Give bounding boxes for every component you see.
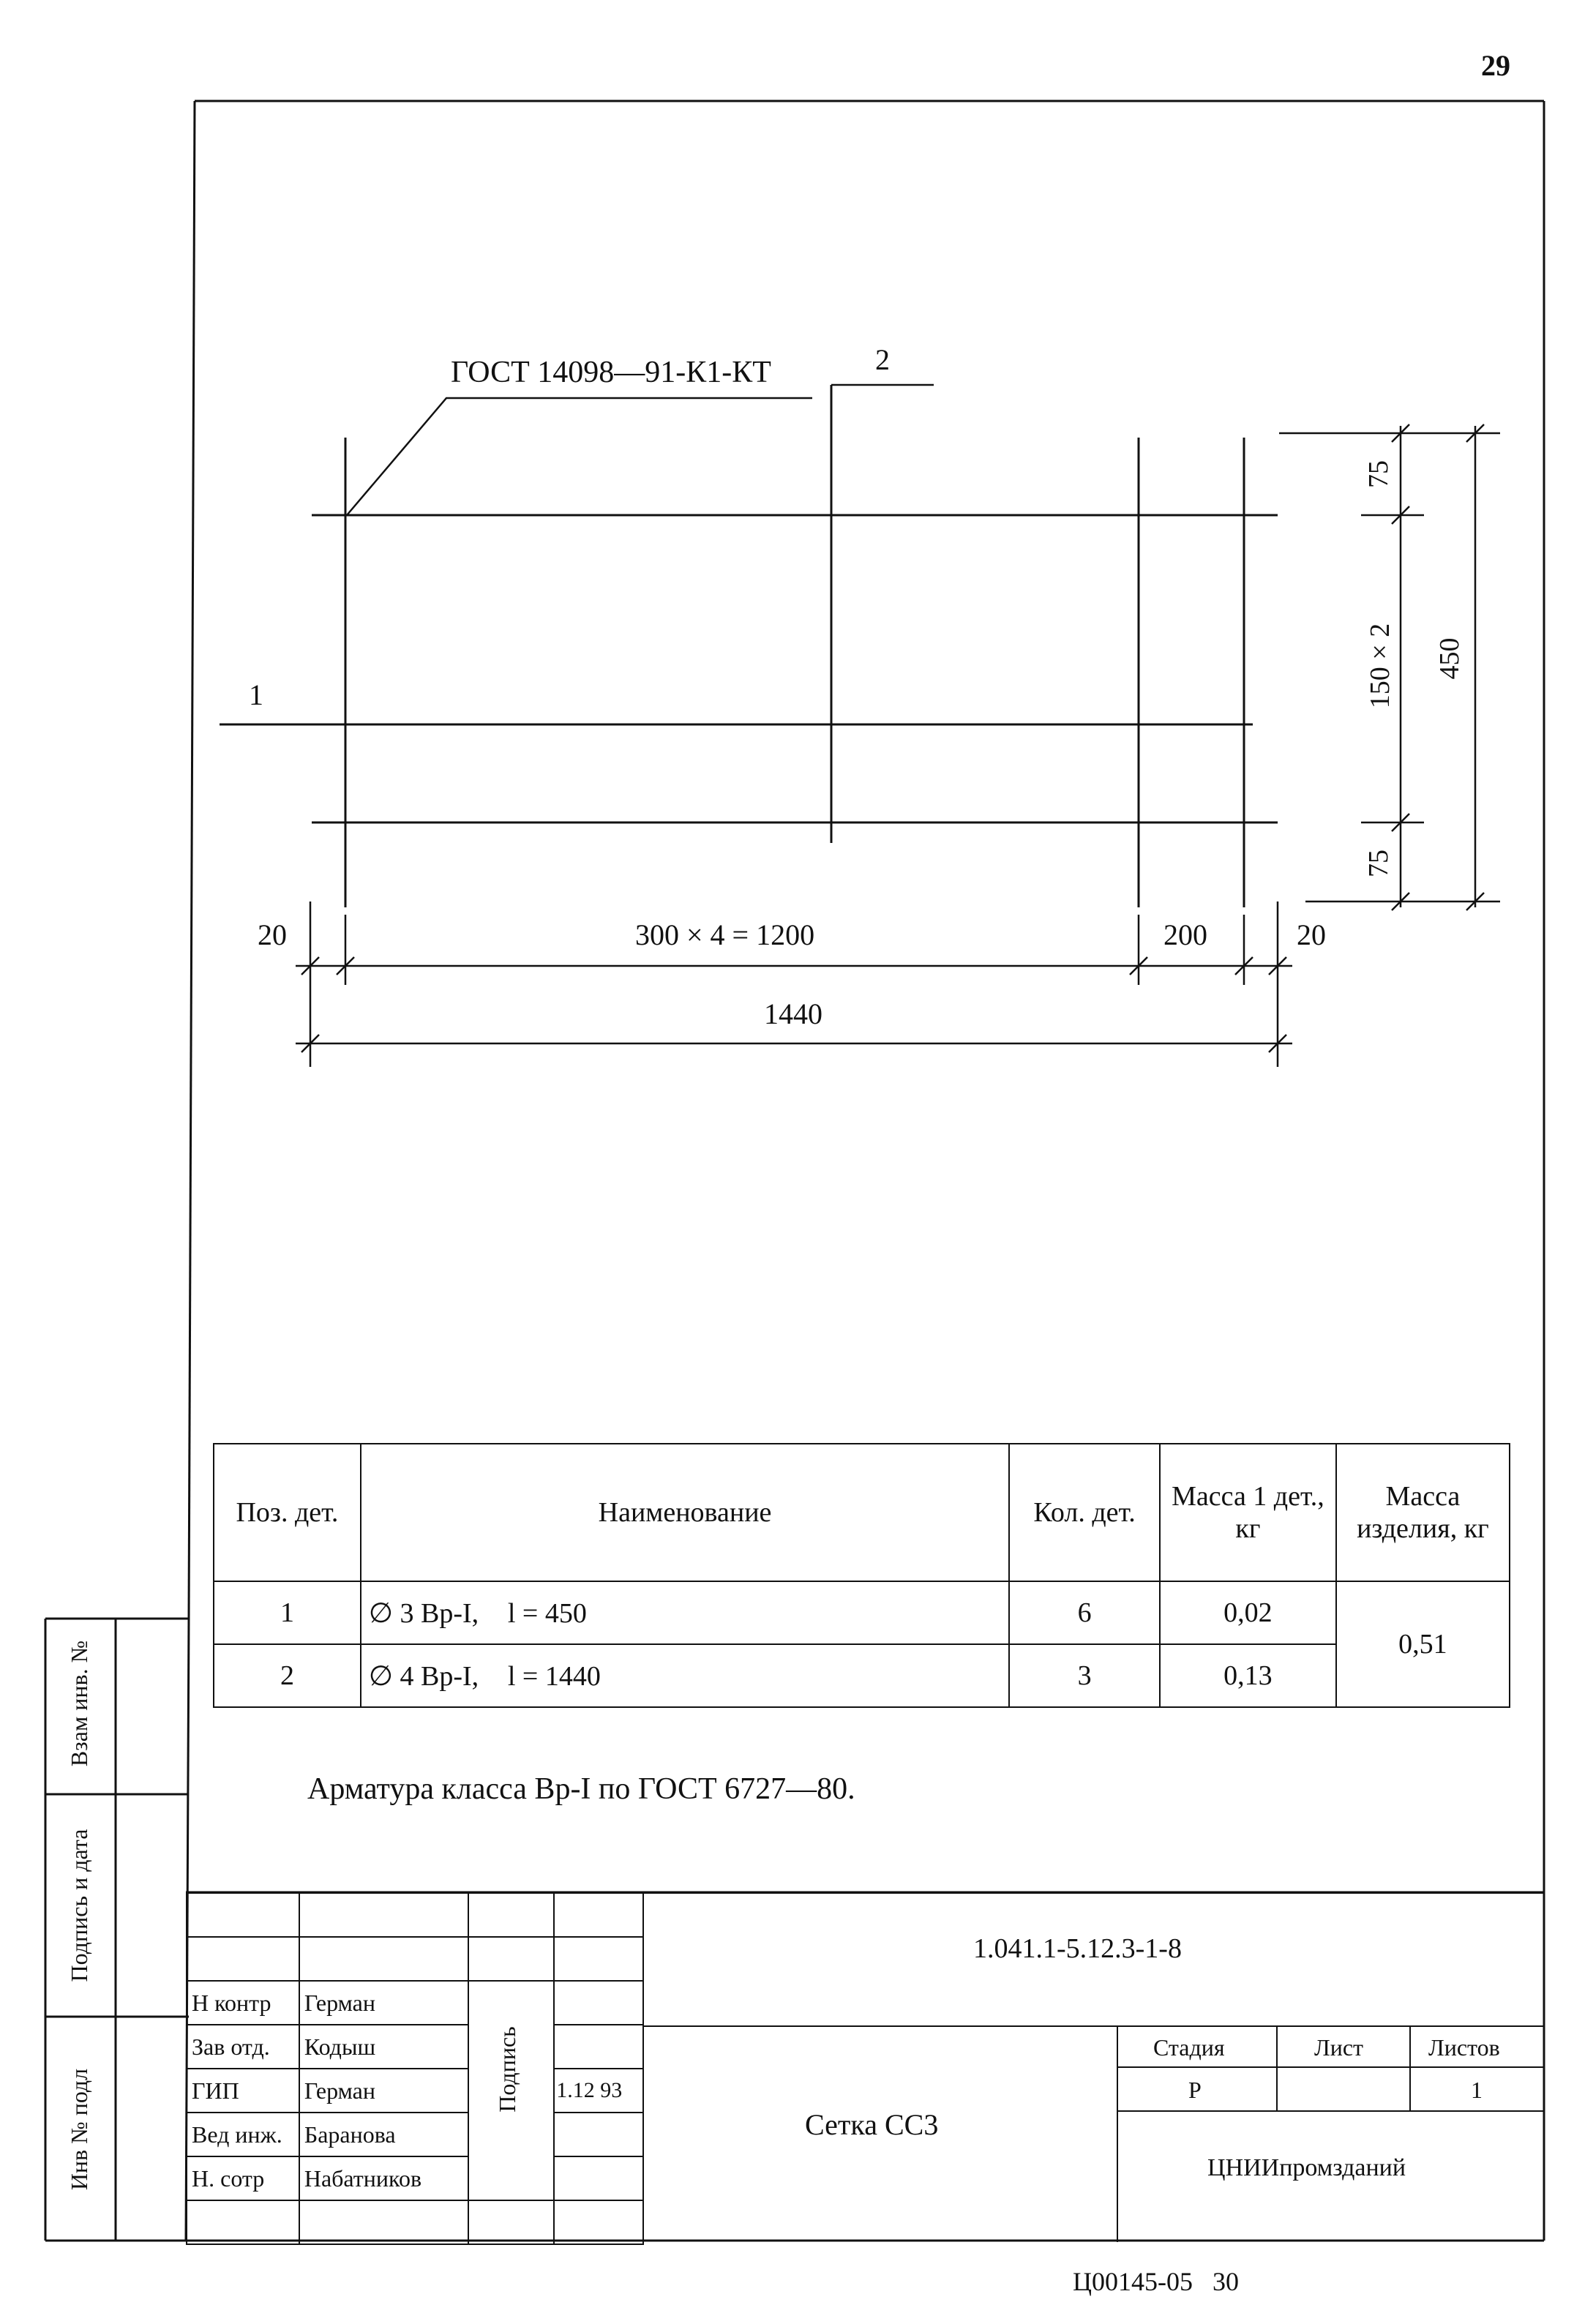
row1-name xyxy=(361,1581,1009,1644)
dim-200: 200 xyxy=(1163,918,1207,951)
role-1: Н контр xyxy=(187,1981,299,2025)
row2-diameter: ∅ 4 Вр-I, xyxy=(368,1660,479,1692)
row2-qty: 3 xyxy=(1009,1644,1160,1707)
stage-header: Стадия xyxy=(1153,2034,1225,2061)
footer-code: Ц00145-05 30 xyxy=(1073,2267,1239,2296)
organization: ЦНИИпромзданий xyxy=(1207,2154,1406,2181)
name-1: Герман xyxy=(299,1981,468,2025)
table-row xyxy=(214,1644,1510,1707)
stamp-inv-label: Инв № подл xyxy=(66,2068,92,2191)
row1-qty: 6 xyxy=(1009,1581,1160,1644)
title-block-roles xyxy=(186,1892,644,2245)
stamp-vzam-label: Взам инв. № xyxy=(66,1640,92,1767)
table-row xyxy=(214,1581,1510,1644)
date: 1.12 93 xyxy=(554,2069,643,2113)
sheets-header: Листов xyxy=(1428,2034,1500,2061)
dim-75-top: 75 xyxy=(1363,460,1394,488)
row2-pos: 2 xyxy=(214,1644,361,1707)
header-mass-one: Масса 1 дет., кг xyxy=(1160,1444,1336,1581)
position-1-label: 1 xyxy=(249,678,263,711)
header-qty: Кол. дет. xyxy=(1009,1444,1160,1581)
reinforcement-note: Арматура класса Вр-I по ГОСТ 6727—80. xyxy=(307,1772,855,1806)
role-2: Зав отд. xyxy=(187,2025,299,2069)
header-name: Наименование xyxy=(361,1444,1009,1581)
role-3: ГИП xyxy=(187,2069,299,2113)
row2-name xyxy=(361,1644,1009,1707)
name-5: Набатников xyxy=(299,2156,468,2200)
header-pos: Поз. дет. xyxy=(214,1444,361,1581)
mesh-bars xyxy=(220,385,1278,907)
row1-mass: 0,02 xyxy=(1160,1581,1336,1644)
stamp-podpis-label: Подпись и дата xyxy=(66,1829,92,1982)
row2-mass: 0,13 xyxy=(1160,1644,1336,1707)
header-mass-item: Масса изделия, кг xyxy=(1336,1444,1510,1581)
dim-20-left: 20 xyxy=(258,918,287,951)
title-block-main xyxy=(644,1892,1544,2242)
specification-table xyxy=(213,1443,1510,1708)
name-2: Кодыш xyxy=(299,2025,468,2069)
role-4: Вед инж. xyxy=(187,2113,299,2156)
dim-75-bottom: 75 xyxy=(1363,850,1394,877)
dim-20-right: 20 xyxy=(1297,918,1326,951)
mass-item-value: 0,51 xyxy=(1336,1581,1510,1707)
stage-value: Р xyxy=(1188,2077,1202,2103)
doc-code: 1.041.1-5.12.3-1-8 xyxy=(973,1933,1182,1964)
row1-length: l = 450 xyxy=(507,1597,587,1629)
name-3: Герман xyxy=(299,2069,468,2113)
dim-450: 450 xyxy=(1434,637,1465,680)
sign-label: Подпись xyxy=(494,2026,521,2113)
dim-1440: 1440 xyxy=(764,997,822,1030)
drawing-title: Сетка СС3 xyxy=(805,2108,939,2141)
row2-length: l = 1440 xyxy=(507,1660,601,1692)
weld-callout: ГОСТ 14098—91-К1-КТ xyxy=(451,356,771,389)
name-4: Баранова xyxy=(299,2113,468,2156)
leaders xyxy=(347,385,1253,724)
page-number: 29 xyxy=(1481,49,1510,82)
dim-150x2: 150 × 2 xyxy=(1365,623,1395,709)
sheet-header: Лист xyxy=(1314,2034,1364,2061)
row1-pos: 1 xyxy=(214,1581,361,1644)
sheets-value: 1 xyxy=(1471,2077,1483,2103)
role-5: Н. сотр xyxy=(187,2156,299,2200)
position-2-label: 2 xyxy=(875,343,890,376)
row1-diameter: ∅ 3 Вр-I, xyxy=(368,1597,479,1629)
dim-300x4: 300 × 4 = 1200 xyxy=(635,918,815,951)
